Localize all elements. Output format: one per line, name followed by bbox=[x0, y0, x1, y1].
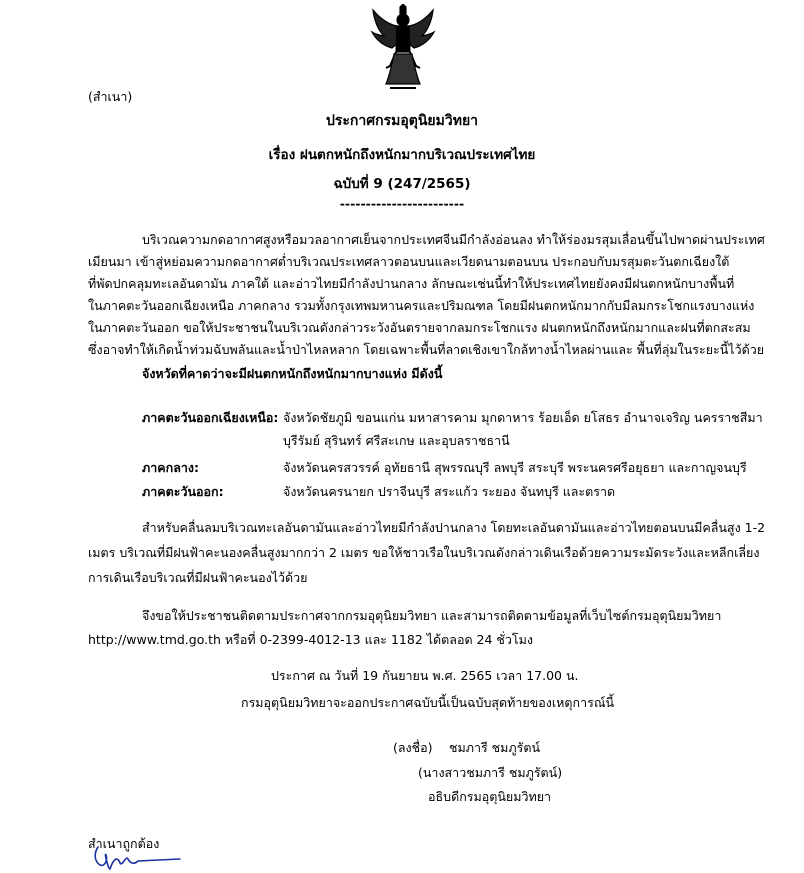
region-provinces-line: จังหวัดชัยภูมิ ขอนแก่น มหาสารคาม มุกดาหาร ร้อยเอ็ด ยโสธร อำนาจเจริญ นครราชสีมา bbox=[283, 410, 763, 425]
signed-label: (ลงชื่อ) bbox=[393, 740, 433, 755]
signer-name: ชมภารี ชมภูรัตน์ bbox=[449, 740, 541, 755]
copy-mark: (สำเนา) bbox=[88, 89, 133, 104]
garuda-emblem-icon bbox=[370, 4, 436, 90]
paragraph-line: ซึ่งอาจทำให้เกิดน้ำท่วมฉับพลันและน้ำป่าไหลหลาก โดยเฉพาะพื้นที่ลาดเชิงเขาใกล้ทางน้ำไหลผ่านและ พื้นที่ลุ่มในระยะนี้ไว้ด้วย bbox=[88, 342, 765, 357]
issue-number: ฉบับที่ 9 (247/2565) bbox=[333, 176, 471, 192]
region-name-central: ภาคกลาง: bbox=[142, 460, 199, 475]
region-provinces-line: บุรีรัมย์ สุรินทร์ ศรีสะเกษ และอุบลราชธานี bbox=[283, 433, 510, 448]
region-provinces-line: จังหวัดนครนายก ปราจีนบุรี สระแก้ว ระยอง จันทบุรี และตราด bbox=[283, 484, 616, 499]
announcement-subject: เรื่อง ฝนตกหนักถึงหนักมากบริเวณประเทศไทย bbox=[268, 147, 536, 163]
paragraph-line: เมตร บริเวณที่มีฝนฟ้าคะนองคลื่นสูงมากกว่า 2 เมตร ขอให้ชาวเรือในบริเวณดังกล่าวเดินเรือด้วยความระมัดระวังและหลีกเลี่ยง bbox=[88, 545, 760, 560]
paragraph-line: สำหรับคลื่นลมบริเวณทะเลอันดามันและอ่าวไทยมีกำลังปานกลาง โดยทะเลอันดามันและอ่าวไทยตอนบนมีคลื่นสูง 1-2 bbox=[142, 520, 766, 535]
signature-scribble-icon bbox=[88, 843, 184, 873]
paragraph-line: จึงขอให้ประชาชนติดตามประกาศจากกรมอุตุนิยมวิทยา และสามารถติดตามข้อมูลที่เว็บไซต์กรมอุตุนิยมวิทยา bbox=[142, 608, 722, 623]
signer-full-name: (นางสาวชมภารี ชมภูรัตน์) bbox=[418, 765, 563, 780]
signer-position: อธิบดีกรมอุตุนิยมวิทยา bbox=[428, 789, 552, 804]
region-name-east: ภาคตะวันออก: bbox=[142, 484, 224, 499]
announcement-date: ประกาศ ณ วันที่ 19 กันยายน พ.ศ. 2565 เวลา 17.00 น. bbox=[271, 668, 579, 683]
paragraph-line: การเดินเรือบริเวณที่มีฝนฟ้าคะนองไว้ด้วย bbox=[88, 570, 308, 585]
paragraph-line: เมียนมา เข้าสู่หย่อมความกดอากาศต่ำบริเวณประเทศลาวตอนบนและเวียดนามตอนบน ประกอบกับมรสุมตะวันตกเฉียงใต้ bbox=[88, 254, 730, 269]
paragraph-line: บริเวณความกดอากาศสูงหรือมวลอากาศเย็นจากประเทศจีนมีกำลังอ่อนลง ทำให้ร่องมรสุมเลื่อนขึ้นไปพาดผ่านประเทศ bbox=[142, 232, 765, 247]
certified-copy-label: สำเนาถูกต้อง bbox=[88, 836, 160, 851]
title-divider: ------------------------ bbox=[339, 196, 465, 211]
final-notice: กรมอุตุนิยมวิทยาจะออกประกาศฉบับนี้เป็นฉบับสุดท้ายของเหตุการณ์นี้ bbox=[241, 695, 614, 710]
paragraph-line: ที่พัดปกคลุมทะเลอันดามัน ภาคใต้ และอ่าวไทยมีกำลังปานกลาง ลักษณะเช่นนี้ทำให้ประเทศไทยยังคงมีฝนตกหนักบางพื้นที่ bbox=[88, 276, 735, 291]
region-name-northeast: ภาคตะวันออกเฉียงเหนือ: bbox=[142, 410, 279, 425]
page-title: ประกาศกรมอุตุนิยมวิทยา bbox=[325, 113, 479, 129]
paragraph-line: ในภาคตะวันออก ขอให้ประชาชนในบริเวณดังกล่าวระวังอันตรายจากลมกระโชกแรง ฝนตกหนักถึงหนักมากและฝนที่ตกสะสม bbox=[88, 320, 751, 335]
paragraph-line: http://www.tmd.go.th หรือที่ 0-2399-4012-13 และ 1182 ได้ตลอด 24 ชั่วโมง bbox=[88, 632, 533, 647]
paragraph-line: ในภาคตะวันออกเฉียงเหนือ ภาคกลาง รวมทั้งกรุงเทพมหานครและปริมณฑล โดยมีฝนตกหนักมากกับมีลมกระโชกแรงบางแห่ง bbox=[88, 298, 755, 313]
region-provinces-line: จังหวัดนครสวรรค์ อุทัยธานี สุพรรณบุรี ลพบุรี สระบุรี พระนครศรีอยุธยา และกาญจนบุรี bbox=[283, 460, 747, 475]
provinces-heading: จังหวัดที่คาดว่าจะมีฝนตกหนักถึงหนักมากบางแห่ง มีดังนี้ bbox=[142, 366, 443, 381]
